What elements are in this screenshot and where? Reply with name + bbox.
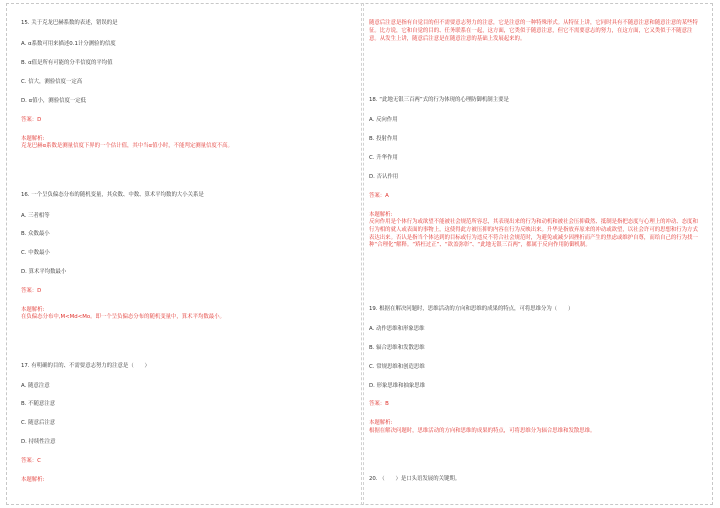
q15-analysis-label: 本题解析: (21, 136, 45, 142)
q19-option-b: B. 辐合思维和发散思维 (369, 345, 425, 351)
q17-option-b: B. 不随意注意 (21, 401, 56, 407)
q16-stem: 16. 一个呈负偏态分布的随机变量，其众数、中数、算术平均数的大小关系是 (21, 192, 204, 198)
q16-answer: 答案：D (21, 288, 42, 294)
q19-stem: 19. 根据在解决问题时，思维活动的方向和思维的成果的特点，可将思维分为（ ） (369, 306, 574, 312)
q20-stem: 20. （ ）是口头语发展的关键期。 (369, 476, 461, 482)
q18-option-a: A. 反向作用 (369, 117, 398, 123)
q19-answer: 答案：B (369, 401, 389, 407)
q19-analysis-label: 本题解析: (369, 420, 393, 426)
q15-option-a: A. α系数可用来描述0.1计分测验的信度 (21, 41, 116, 47)
q16-analysis-label: 本题解析: (21, 307, 45, 313)
q15-option-b: B. α值是所有可能的分半信度的平均值 (21, 60, 113, 66)
q16-analysis: 在负偏态分布中,M<Md<Mo。即一个呈负偏态分布的随机变量中，算术平均数最小。 (21, 314, 225, 320)
q17-option-d: D. 持续性注意 (21, 439, 56, 445)
q17-analysis-continued: 随意后注意是指有自觉目的但不需要意志努力的注意，它是注意的一种特殊形式。从特征上讲，它同时具有不随意注意和随意注意的某些特征。比方说，它和自觉的目的、任务联系在一起，这方面，它类似于随意注意，但它不需要意志的努力，在这方面，它又类似于不随意注意。从发生上讲，随意后注意是在随意注意的基础上发展起来的。 (369, 20, 698, 42)
q18-answer: 答案：A (369, 193, 389, 199)
q18-option-b: B. 投射作用 (369, 136, 398, 142)
q15-answer: 答案：D (21, 117, 42, 123)
q19-option-d: D. 形象思维和抽象思维 (369, 383, 426, 389)
q18-stem: 18. “此地无银三百两”式的行为体现的心理防御机制主要是 (369, 97, 509, 103)
q19-option-c: C. 常规思维和创造思维 (369, 364, 425, 370)
q17-option-a: A. 随意注意 (21, 383, 50, 389)
q18-analysis-label: 本题解析: (369, 212, 393, 218)
fold-line-right (363, 3, 364, 505)
q15-option-d: D. α值小，测验信度一定低 (21, 98, 87, 104)
q17-analysis-label: 本题解析: (21, 477, 45, 483)
q18-option-c: C. 升华作用 (369, 155, 398, 161)
q15-stem: 15. 关于克龙巴赫系数的表述，错误的是 (21, 20, 118, 26)
q18-option-d: D. 否认作用 (369, 174, 399, 180)
q17-stem: 17. 有明确的目的、不需要意志努力的注意是（ ） (21, 363, 150, 369)
q15-analysis: 克龙巴赫α系数是测量信度下界的一个估计值，其中当α值小时，不能判定测量信度不高。 (21, 143, 233, 149)
q16-option-a: A. 三者相等 (21, 213, 50, 219)
q19-option-a: A. 动作思维和形象思维 (369, 326, 425, 332)
q19-analysis: 根据在解决问题时，思维活动的方向和思维的成果的特点，可将思维分为辐合思维和发散思维。 (369, 428, 596, 434)
q16-option-d: D. 算术平均数最小 (21, 269, 67, 275)
q15-option-c: C. 信大，测验信度一定高 (21, 79, 83, 85)
q16-option-b: B. 众数最小 (21, 231, 50, 237)
q16-option-c: C. 中数最小 (21, 250, 50, 256)
q17-answer: 答案：C (21, 458, 41, 464)
fold-line-left (361, 3, 362, 505)
q18-analysis: 反向作用是个体行为或欲望不能被社会规范所容忍，其表现出来的行为和动机和被社会压抑截然、抵制是指把态度与心理上的冲动、态度和行为相的就人或表面的事物上，这使得此方被压抑的内容在行为反映出来。升华是指放弃原来的冲动或欲望，以社会许可的思想和行为方式表达出来。否认是指当个体达到的目标或行为违反不符合社会规范时，为避免或减少因挫折而产生的焦虑或维护自尊，而给自己的行为找一种“合理化”解释。“矫枉过正”、“欲盖弥彰”、“此地无银三百两”，都属于反向作用防御机制。 (369, 219, 698, 249)
q17-option-c: C. 随意后注意 (21, 420, 56, 426)
